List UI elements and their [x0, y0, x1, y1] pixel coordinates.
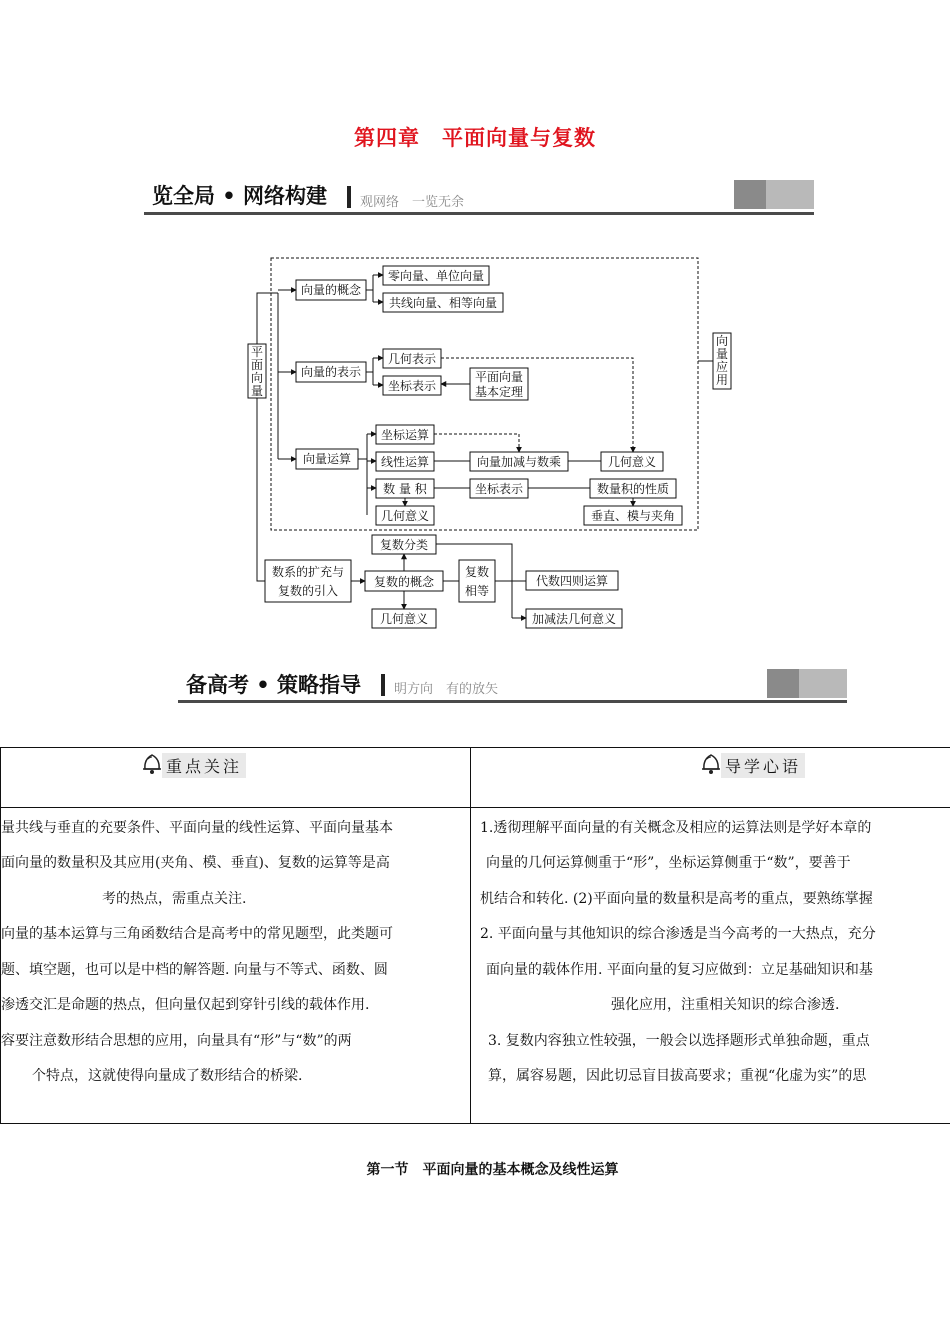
node-ext-line-2: 复数的引入	[277, 584, 339, 598]
node-complex-class: 复数分类	[379, 538, 429, 552]
left-line-2: 面向量的数量积及其应用(夹角、模、垂直)、复数的运算等是高	[1, 855, 390, 871]
node-complex-concept: 复数的概念	[373, 575, 435, 589]
knowledge-diagram	[0, 0, 950, 640]
node-perp: 垂直、模与夹角	[590, 509, 676, 523]
node-add-sub-geo: 加减法几何意义	[531, 612, 617, 626]
node-coord-rep-2: 坐标表示	[474, 482, 524, 496]
node-dot: 数 量 积	[383, 482, 427, 496]
left-line-7: 容要注意数形结合思想的应用，向量具有“形”与“数”的两	[1, 1033, 352, 1049]
left-line-5: 题、填空题，也可以是中档的解答题. 向量与不等式、函数、圆	[1, 962, 388, 978]
app-line-4: 用	[715, 373, 729, 387]
left-line-3: 考的热点，需重点关注.	[102, 891, 247, 907]
node-complex-eq-line-1: 复数	[464, 565, 490, 579]
left-line-8: 个特点，这就使得向量成了数形结合的桥梁.	[32, 1068, 303, 1084]
banner-rule	[178, 700, 847, 703]
left-line-6: 渗透交汇是命题的热点，但向量仅起到穿针引线的载体作用.	[1, 997, 370, 1013]
node-zero-unit: 零向量、单位向量	[387, 269, 485, 283]
section-title: 第一节 平面向量的基本概念及线性运算	[366, 1162, 619, 1178]
node-geo-meaning-1: 几何意义	[607, 455, 657, 469]
bell-icon	[699, 751, 723, 775]
app-line-1: 向	[715, 334, 729, 348]
right-line-5: 面向量的载体作用. 平面向量的复习应做到：立足基础知识和基	[486, 962, 873, 978]
right-line-8: 算，属容易题，因此切忌盲目拔高要求；重视“化虚为实”的思	[488, 1068, 867, 1084]
banner-block-light	[799, 669, 847, 698]
root-line-3: 向	[250, 371, 264, 385]
node-basis-line-1: 平面向量	[474, 370, 524, 384]
node-four-ops: 代数四则运算	[535, 574, 609, 588]
right-line-2: 向量的几何运算侧重于“形”，坐标运算侧重于“数”，要善于	[486, 855, 851, 871]
right-line-4: 2. 平面向量与其他知识的综合渗透是当今高考的一大热点，充分	[480, 926, 876, 942]
bell-icon	[140, 751, 164, 775]
chapter-title: 第四章 平面向量与复数	[354, 125, 596, 150]
node-operations: 向量运算	[302, 452, 352, 466]
left-line-4: 向量的基本运算与三角函数结合是高考中的常见题型，此类题可	[1, 926, 393, 942]
left-cell	[1, 808, 470, 1123]
node-complex-eq-line-2: 相等	[464, 584, 490, 598]
node-basis-line-2: 基本定理	[474, 385, 524, 399]
node-dot-props: 数量积的性质	[596, 482, 670, 496]
node-collinear-equal: 共线向量、相等向量	[388, 296, 498, 310]
node-geo-meaning-3: 几何意义	[379, 612, 429, 626]
root-line-2: 面	[250, 358, 264, 372]
right-line-3: 机结合和转化. (2)平面向量的数量积是高考的重点，要熟练掌握	[480, 891, 873, 907]
banner-network-subtitle: 观网络 一览无余	[360, 195, 465, 210]
right-cell	[471, 808, 950, 1123]
banner-block-dark	[767, 669, 799, 698]
banner-strategy-title: 备高考 • 策略指导	[186, 673, 362, 697]
node-linear-op: 线性运算	[380, 455, 430, 469]
node-coord-op: 坐标运算	[380, 428, 430, 442]
node-coord-rep: 坐标表示	[387, 379, 437, 393]
header-study-tips: 导学心语	[721, 753, 805, 778]
app-line-3: 应	[715, 360, 729, 374]
banner-strategy	[178, 669, 847, 703]
left-line-1: 量共线与垂直的充要条件、平面向量的线性运算、平面向量基本	[1, 820, 393, 836]
node-ext-line-1: 数系的扩充与	[271, 565, 345, 579]
node-concept: 向量的概念	[300, 283, 362, 297]
banner-divider	[381, 674, 385, 696]
node-geo-rep: 几何表示	[387, 352, 437, 366]
root-line-4: 量	[250, 384, 264, 398]
banner-network-title: 览全局 • 网络构建	[152, 184, 328, 208]
root-line-1: 平	[250, 345, 264, 359]
right-line-6: 强化应用，注重相关知识的综合渗透.	[611, 997, 840, 1013]
right-line-1: 1.透彻理解平面向量的有关概念及相应的运算法则是学好本章的	[480, 820, 872, 836]
node-representation: 向量的表示	[300, 365, 362, 379]
node-add-sub-mul: 向量加减与数乘	[476, 455, 562, 469]
app-line-2: 量	[715, 347, 729, 361]
node-geo-meaning-2: 几何意义	[380, 509, 430, 523]
right-line-7: 3. 复数内容独立性较强，一般会以选择题形式单独命题，重点	[488, 1033, 870, 1049]
banner-strategy-subtitle: 明方向 有的放矢	[394, 682, 499, 697]
header-key-focus: 重点关注	[162, 753, 246, 778]
